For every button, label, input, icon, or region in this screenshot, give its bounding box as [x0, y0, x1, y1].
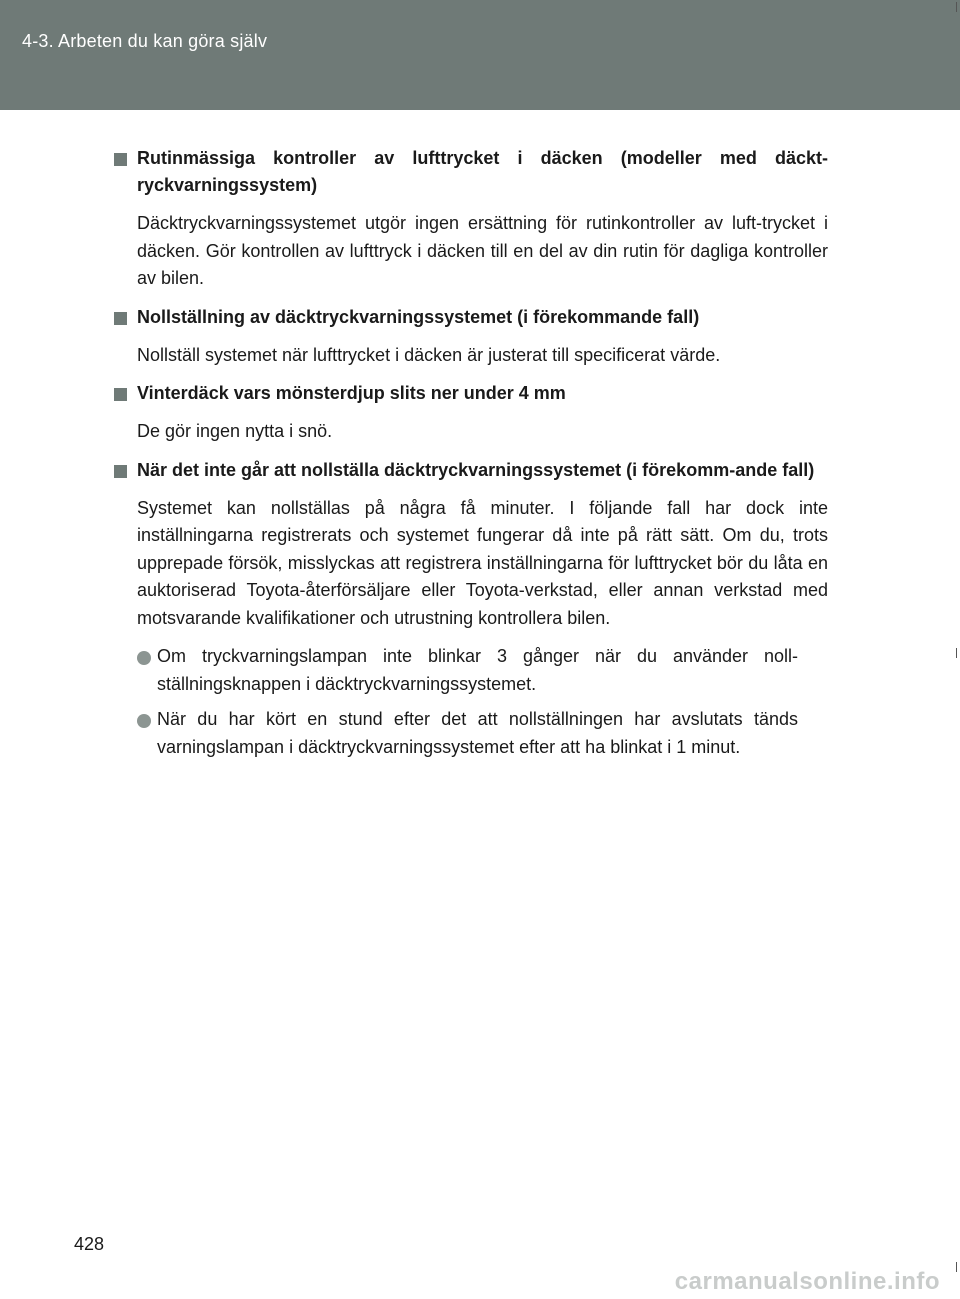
section-reset-system — [114, 304, 828, 370]
chapter-header-bar — [0, 0, 960, 110]
section-routine-checks — [114, 145, 828, 293]
crop-mark — [956, 2, 957, 12]
square-bullet-icon — [114, 388, 127, 401]
section-paragraph: Däcktryckvarningssystemet utgör ingen ersättning för rutinkontroller av luft-trycket i däcken. Gör kontrollen av lufttryck i däcken till en del av din rutin för dagliga kontroller av bilen. — [137, 213, 828, 288]
chapter-title: 4-3. Arbeten du kan göra själv — [22, 31, 268, 51]
section-paragraph: De gör ingen nytta i snö. — [137, 421, 333, 441]
section-paragraph: Systemet kan nollställas på några få minuter. I följande fall har dock inte inställningarna registrerats och systemet fungerar då inte på rätt sätt. Om du, trots upprepade försök, misslyckas att registrera inställningarna för lufttrycket bör du låta en auktoriserad Toyota-återförsäljare eller Toyota-verkstad, eller annan verkstad med motsvarande kvalifikationer och utrustning kontrollera bilen. — [137, 497, 828, 628]
round-bullet-icon — [137, 651, 151, 665]
bullet-list — [114, 643, 828, 761]
square-bullet-icon — [114, 153, 127, 166]
page-content — [114, 145, 828, 769]
crop-mark — [956, 1262, 957, 1272]
section-winter-tires — [114, 380, 828, 446]
list-item: När du har kört en stund efter det att nollställningen har avslutats tänds varningslampan i däcktryckvarningssystemet efter att ha blinkat i 1 minut. — [137, 706, 828, 761]
list-item: Om tryckvarningslampan inte blinkar 3 gånger när du använder noll-ställningsknappen i däcktryckvarningssystemet. — [137, 643, 828, 698]
page-number: 428 — [74, 1234, 105, 1254]
square-bullet-icon — [114, 465, 127, 478]
section-heading: Nollställning av däcktryckvarningssystemet (i förekommande fall) — [114, 304, 828, 331]
watermark: carmanualsonline.info — [674, 1268, 940, 1295]
section-heading: När det inte går att nollställa däcktryckvarningssystemet (i förekomm-ande fall) — [114, 457, 828, 484]
round-bullet-icon — [137, 714, 151, 728]
section-heading: Vinterdäck vars mönsterdjup slits ner under 4 mm — [114, 380, 828, 407]
section-paragraph: Nollställ systemet när lufttrycket i däcken är justerat till specificerat värde. — [137, 344, 721, 365]
crop-mark — [956, 648, 957, 658]
section-heading: Rutinmässiga kontroller av lufttrycket i däcken (modeller med däckt-ryckvarningssystem) — [114, 145, 828, 199]
square-bullet-icon — [114, 312, 127, 325]
section-reset-failure — [114, 457, 828, 762]
